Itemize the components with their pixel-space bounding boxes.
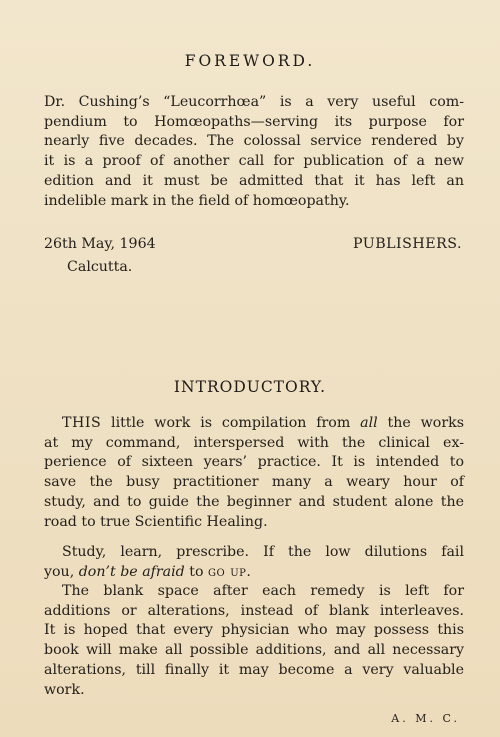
foreword-line: Dr. Cushing’s “Leucorrhœa” is a very useful com- <box>44 94 464 110</box>
intro-line: at my command, interspersed with the clinical ex- <box>44 434 464 451</box>
foreword-line: indelible mark in the field of homœopathy. <box>44 192 350 209</box>
foreword-line: edition and it must be admitted that it has left an <box>44 172 464 189</box>
intro-line <box>44 563 464 583</box>
intro-line: perience of sixteen years’ practice. It is intended to <box>44 454 464 471</box>
intro-line: alterations, till finally it may become a very valuable <box>44 661 464 678</box>
foreword-heading: FOREWORD. <box>184 52 316 70</box>
foreword-place: Calcutta. <box>67 259 133 275</box>
foreword-line: it is a proof of another call for publication of a new <box>44 153 464 170</box>
intro-text: the works <box>377 415 464 431</box>
introductory-heading: INTRODUCTORY. <box>173 378 327 396</box>
introductory-paragraph-3 <box>44 582 464 700</box>
intro-line: book will make all possible additions, and all necessary <box>44 642 464 659</box>
foreword-line: pendium to Homœopaths—serving its purpose for <box>44 113 464 130</box>
intro-line: study, and to guide the beginner and student alone the <box>44 493 464 510</box>
introductory-paragraph-2 <box>44 543 464 582</box>
foreword-publisher: PUBLISHERS. <box>352 236 462 252</box>
foreword-paragraph <box>44 93 464 211</box>
foreword-date: 26th May, 1964 <box>44 236 156 252</box>
intro-text: to <box>184 563 209 580</box>
intro-first-word: THIS <box>62 415 102 431</box>
intro-line <box>44 414 464 434</box>
intro-line: Study, learn, prescribe. If the low dilutions fail <box>62 544 464 560</box>
intro-line: road to true Scientific Healing. <box>44 513 268 530</box>
intro-small-caps: go up. <box>208 563 252 580</box>
intro-text: you, <box>44 563 79 580</box>
intro-emphasis: all <box>360 415 378 431</box>
foreword-line: nearly five decades. The colossal service rendered by <box>44 133 464 150</box>
introductory-paragraph-1 <box>44 414 464 532</box>
author-initials: A. M. C. <box>391 712 460 725</box>
intro-line: It is hoped that every physician who may possess this <box>44 622 464 639</box>
intro-line: work. <box>44 681 85 698</box>
intro-emphasis: don’t be afraid <box>78 563 185 580</box>
intro-line: save the busy practitioner many a weary hour of <box>44 474 464 491</box>
intro-line: The blank space after each remedy is left for <box>62 583 464 599</box>
intro-text: little work is compilation from <box>101 415 361 431</box>
intro-line: additions or alterations, instead of blank interleaves. <box>44 602 464 619</box>
